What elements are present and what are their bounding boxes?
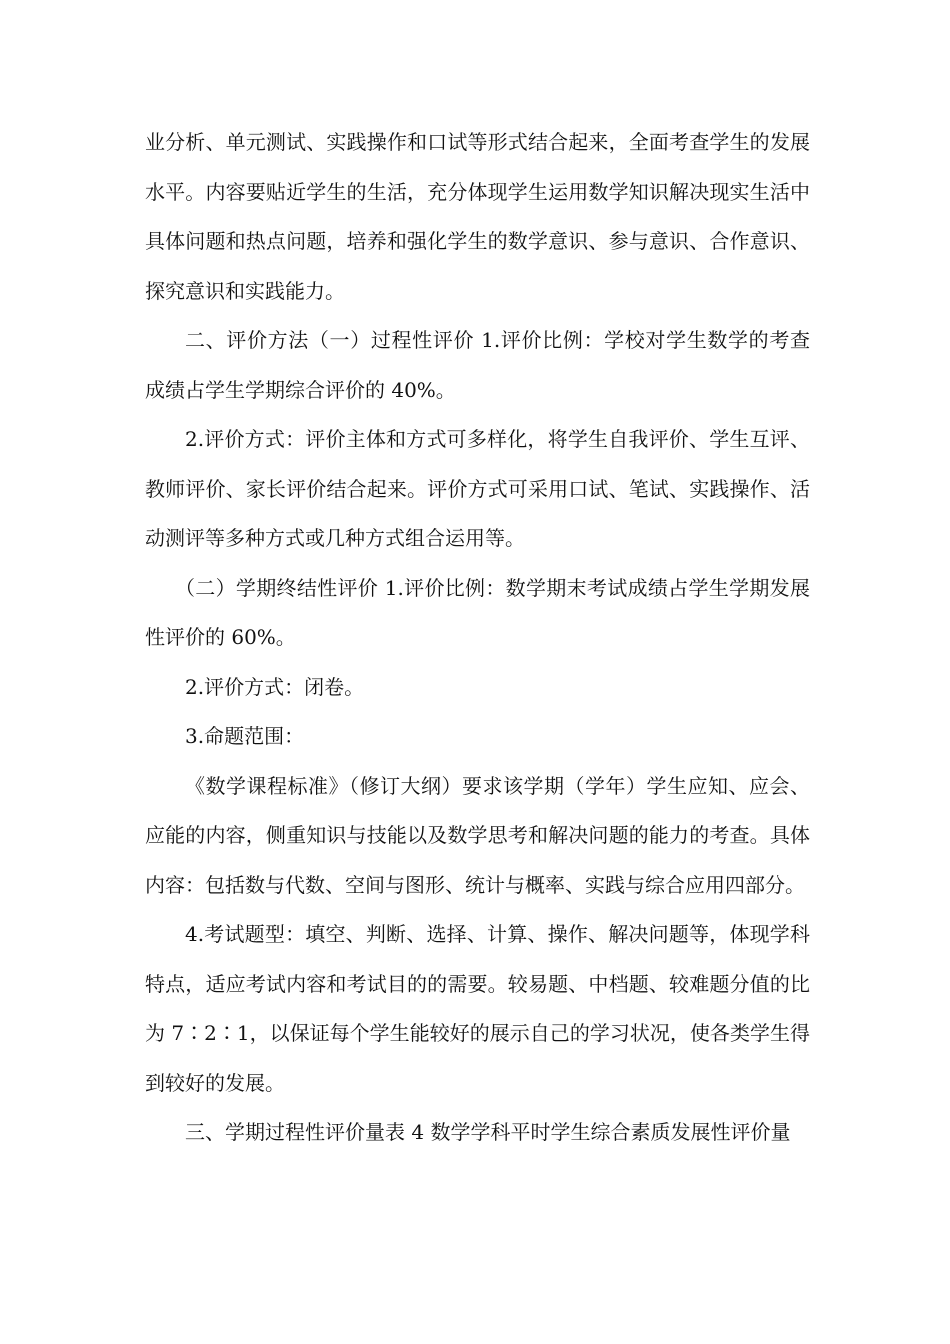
paragraph-summative-evaluation: （二）学期终结性评价 1.评价比例：数学期末考试成绩占学生学期发展性评价的 60%。	[145, 575, 810, 649]
document-body	[145, 118, 810, 1158]
paragraph-evaluation-approach: 2.评价方式：评价主体和方式可多样化，将学生自我评价、学生互评、教师评价、家长评价结合起来。评价方式可采用口试、笔试、实践操作、活动测评等多种方式或几种方式组合运用等。	[145, 427, 810, 550]
paragraph-evaluation-forms: 业分析、单元测试、实践操作和口试等形式结合起来，全面考查学生的发展水平。内容要贴近学生的生活，充分体现学生运用数学知识解决现实生活中具体问题和热点问题，培养和强化学生的数学意识、参与意识、合作意识、探究意识和实践能力。	[145, 130, 810, 303]
paragraph-question-types: 4.考试题型：填空、判断、选择、计算、操作、解决问题等，体现学科特点，适应考试内容和考试目的的需要。较易题、中档题、较难题分值的比为 7∶2∶1，以保证每个学生能较好的展示自己的学习状况，使各类学生得到较好的发展。	[145, 922, 810, 1095]
paragraph-curriculum-standard: 《数学课程标准》（修订大纲）要求该学期（学年）学生应知、应会、应能的内容，侧重知识与技能以及数学思考和解决问题的能力的考查。具体内容：包括数与代数、空间与图形、统计与概率、实践与综合应用四部分。	[145, 773, 810, 897]
paragraph-assessment-scale: 三、学期过程性评价量表 4 数学学科平时学生综合素质发展性评价量	[185, 1120, 791, 1144]
paragraph-closed-book: 2.评价方式：闭卷。	[185, 674, 365, 699]
paragraph-evaluation-methods: 二、评价方法（一）过程性评价 1.评价比例：学校对学生数学的考查成绩占学生学期综合评价的 40%。	[145, 328, 810, 402]
paragraph-scope-heading: 3.命题范围：	[185, 724, 305, 748]
